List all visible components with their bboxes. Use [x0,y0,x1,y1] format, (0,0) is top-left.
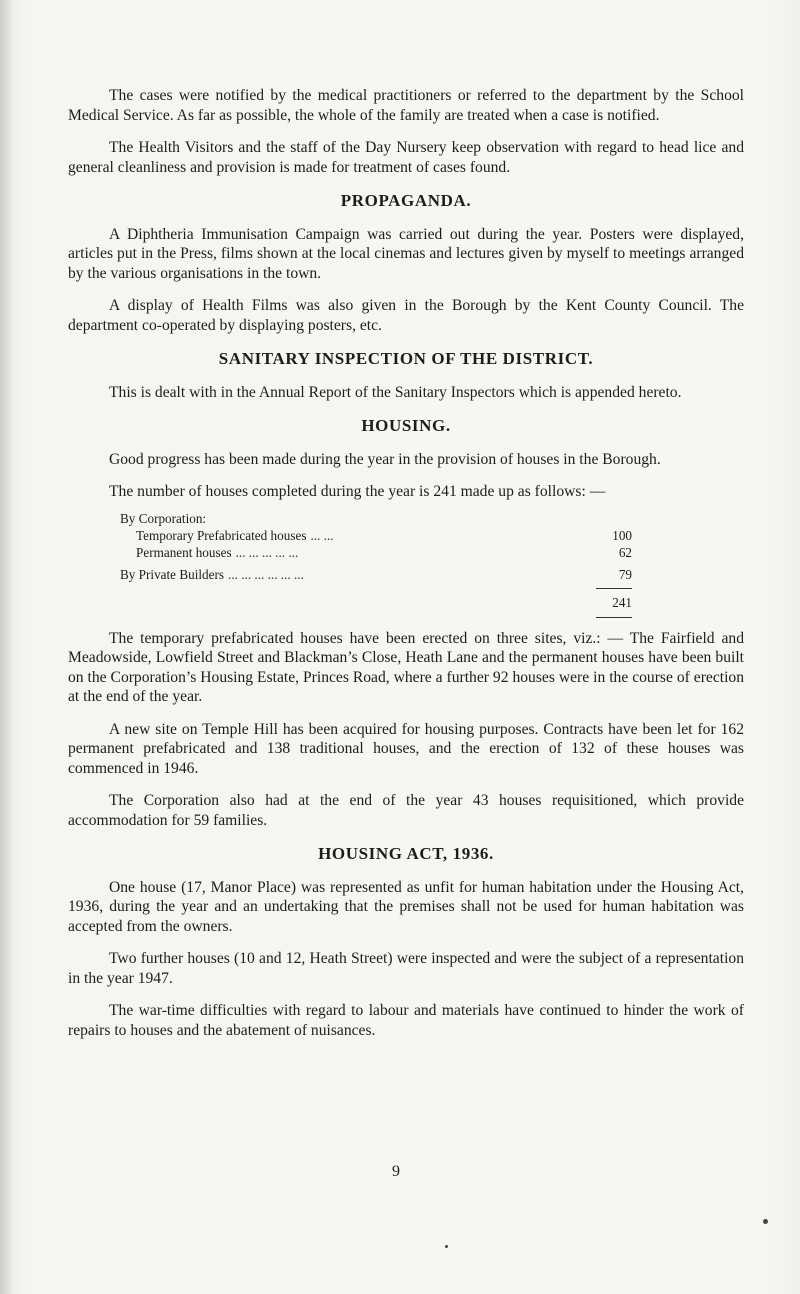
paragraph-diphtheria-campaign: A Diphtheria Immunisation Campaign was carried out during the year. Posters were displayed, articles put in the Press, films shown at the local cinemas and lectures given by myself to meetings arranged by the various organisations in the town. [68,225,744,282]
heading-propaganda: PROPAGANDA. [340,191,472,210]
table-row-leader: ... ... [310,527,334,543]
page-number: 9 [392,1163,400,1180]
paragraph-health-films: A display of Health Films was also given in the Borough by the Kent County Council. The department co-operated by displaying posters, etc. [68,297,744,334]
total-rule-top [596,588,632,589]
paragraph-temple-hill: A new site on Temple Hill has been acquired for housing purposes. Contracts have been let for 162 permanent prefabricated and 138 traditional houses, and the erection of 132 of these houses was commenced in 1946. [68,720,744,777]
table-total-value: 241 [612,594,632,610]
table-row-label: By Private Builders [120,566,225,582]
heading-housing: HOUSING. [361,416,451,435]
paragraph-temporary-sites: The temporary prefabricated houses have been erected on three sites, viz.: — The Fairfield and Meadowside, Lowfield Street and Blackman’s Close, Heath Lane and the permanent houses have been built on the Corporation’s Housing Estate, Princes Road, where a further 92 houses were in the course of erection at the end of the year. [68,629,744,705]
houses-completed-table [68,510,744,623]
table-group-label: By Corporation: [120,510,207,526]
table-row-value: 100 [612,527,632,543]
paragraph-sanitary-report: This is dealt with in the Annual Report of the Sanitary Inspectors which is appended hereto. [109,383,682,401]
ink-dot [445,1245,448,1248]
paragraph-housing-progress: Good progress has been made during the year in the provision of houses in the Borough. [109,450,661,468]
table-row-leader: ... ... ... ... ... [235,544,299,560]
table-row-leader: ... ... ... ... ... ... [228,566,304,582]
page-edge-shadow [0,0,14,1294]
paragraph-head-lice: The Health Visitors and the staff of the Day Nursery keep observation with regard to head lice and general cleanliness and provision is made for treatment of cases found. [68,139,744,176]
heading-sanitary-inspection: SANITARY INSPECTION OF THE DISTRICT. [218,349,594,368]
table-row [68,566,632,583]
paragraph-heath-street: Two further houses (10 and 12, Heath Street) were inspected and were the subject of a representation in the year 1947. [68,950,744,987]
page-content [68,86,744,1053]
paragraph-manor-place: One house (17, Manor Place) was represented as unfit for human habitation under the Housing Act, 1936, during the year and an undertaking that the premises shall not be used for human habitation was accepted from the owners. [68,878,744,935]
paragraph-houses-completed: The number of houses completed during the year is 241 made up as follows: — [109,483,606,500]
paragraph-requisitioned: The Corporation also had at the end of the year 43 houses requisitioned, which provide accommodation for 59 families. [68,792,744,829]
total-rule-bottom [596,617,632,618]
table-row [68,527,632,544]
table-row [68,544,632,561]
table-row-value: 79 [618,566,632,582]
ink-dot [763,1219,768,1224]
table-row-label: Permanent houses [136,544,232,560]
table-row-label: Temporary Prefabricated houses [136,527,307,543]
table-row-value: 62 [618,544,632,560]
paragraph-notified-cases: The cases were notified by the medical practitioners or referred to the department by the School Medical Service. As far as possible, the whole of the family are treated when a case is notified. [68,87,744,124]
paragraph-war-time: The war-time difficulties with regard to labour and materials have continued to hinder the work of repairs to houses and the abatement of nuisances. [68,1002,744,1039]
table-total [68,583,632,623]
heading-housing-act: HOUSING ACT, 1936. [318,844,494,863]
